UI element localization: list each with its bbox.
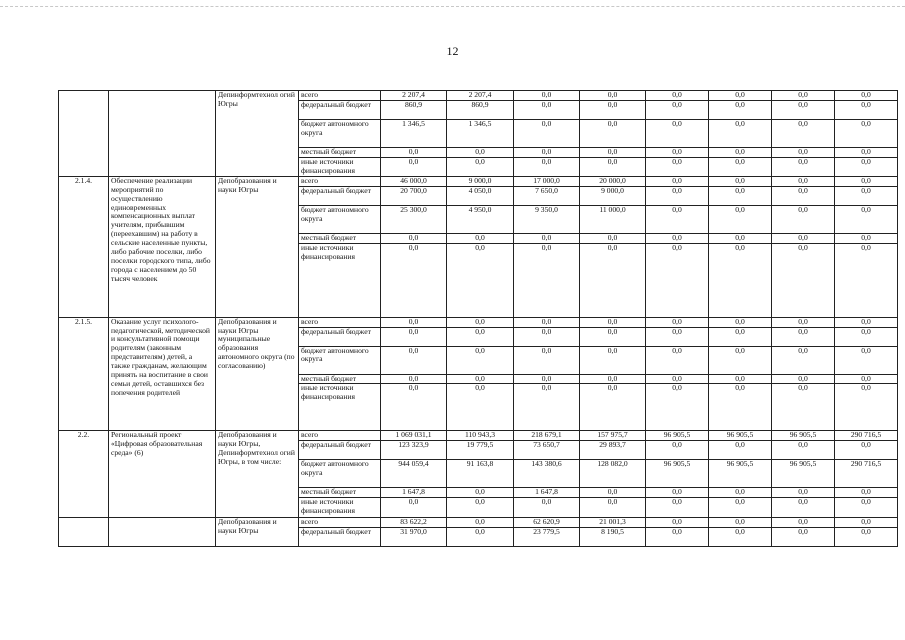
row-executor: Депобразования и науки Югры (216, 176, 299, 317)
amount-cell: 0,0 (646, 119, 709, 147)
amount-cell: 0,0 (835, 91, 898, 101)
funding-source: всего (299, 91, 381, 101)
amount-cell: 29 893,7 (580, 441, 646, 460)
row-code: 2.2. (59, 431, 109, 518)
amount-cell: 0,0 (514, 374, 580, 384)
amount-cell: 46 000,0 (381, 176, 447, 186)
amount-cell: 0,0 (709, 205, 772, 233)
amount-cell: 83 622,2 (381, 518, 447, 528)
funding-source: всего (299, 176, 381, 186)
amount-cell: 0,0 (381, 147, 447, 157)
amount-cell: 0,0 (580, 119, 646, 147)
amount-cell: 1 647,8 (514, 488, 580, 498)
funding-source: всего (299, 518, 381, 528)
amount-cell: 0,0 (772, 147, 835, 157)
amount-cell: 0,0 (381, 498, 447, 518)
amount-cell: 0,0 (709, 186, 772, 205)
funding-source: местный бюджет (299, 374, 381, 384)
amount-cell: 0,0 (646, 176, 709, 186)
table-row (59, 518, 898, 528)
row-executor: Депобразования и науки Югры муниципальные образования автономного округа (по согласованию) (216, 317, 299, 431)
funding-source: федеральный бюджет (299, 441, 381, 460)
amount-cell: 0,0 (709, 384, 772, 431)
amount-cell: 0,0 (580, 384, 646, 431)
funding-source: бюджет автономного округа (299, 460, 381, 488)
amount-cell: 0,0 (646, 100, 709, 119)
amount-cell: 0,0 (580, 317, 646, 327)
funding-source: бюджет автономного округа (299, 119, 381, 147)
amount-cell: 4 950,0 (447, 205, 514, 233)
amount-cell: 0,0 (709, 488, 772, 498)
row-measure-name (109, 91, 216, 177)
amount-cell: 0,0 (835, 317, 898, 327)
amount-cell: 0,0 (772, 100, 835, 119)
amount-cell: 860,9 (447, 100, 514, 119)
funding-source: бюджет автономного округа (299, 205, 381, 233)
amount-cell: 0,0 (381, 317, 447, 327)
funding-source: иные источники финансирования (299, 498, 381, 518)
amount-cell: 2 207,4 (381, 91, 447, 101)
amount-cell: 0,0 (381, 157, 447, 176)
amount-cell: 0,0 (514, 498, 580, 518)
table-row (59, 317, 898, 327)
amount-cell: 2 207,4 (447, 91, 514, 101)
row-code: 2.1.5. (59, 317, 109, 431)
amount-cell: 128 082,0 (580, 460, 646, 488)
amount-cell: 0,0 (709, 528, 772, 547)
amount-cell: 0,0 (835, 346, 898, 374)
amount-cell: 0,0 (580, 243, 646, 317)
amount-cell: 17 000,0 (514, 176, 580, 186)
amount-cell: 96 905,5 (709, 460, 772, 488)
amount-cell: 0,0 (580, 374, 646, 384)
amount-cell: 20 000,0 (580, 176, 646, 186)
row-code (59, 518, 109, 547)
amount-cell: 0,0 (646, 157, 709, 176)
amount-cell: 0,0 (646, 186, 709, 205)
amount-cell: 0,0 (646, 327, 709, 346)
amount-cell: 0,0 (580, 91, 646, 101)
amount-cell: 0,0 (835, 243, 898, 317)
funding-source: федеральный бюджет (299, 528, 381, 547)
row-executor: Депинформтехнол огий Югры (216, 91, 299, 177)
amount-cell: 0,0 (580, 233, 646, 243)
amount-cell: 0,0 (447, 243, 514, 317)
amount-cell: 0,0 (772, 498, 835, 518)
amount-cell: 0,0 (447, 157, 514, 176)
amount-cell: 0,0 (381, 243, 447, 317)
amount-cell: 0,0 (772, 243, 835, 317)
amount-cell: 0,0 (580, 498, 646, 518)
row-measure-name: Региональный проект «Цифровая образовательная среда» (6) (109, 431, 216, 518)
amount-cell: 0,0 (772, 384, 835, 431)
amount-cell: 0,0 (514, 91, 580, 101)
amount-cell: 0,0 (381, 233, 447, 243)
funding-source: иные источники финансирования (299, 243, 381, 317)
amount-cell: 0,0 (514, 119, 580, 147)
amount-cell: 157 975,7 (580, 431, 646, 441)
funding-source: федеральный бюджет (299, 100, 381, 119)
amount-cell: 0,0 (835, 374, 898, 384)
amount-cell: 0,0 (835, 147, 898, 157)
amount-cell: 21 001,3 (580, 518, 646, 528)
amount-cell: 0,0 (646, 488, 709, 498)
amount-cell: 1 069 031,1 (381, 431, 447, 441)
amount-cell: 0,0 (709, 233, 772, 243)
row-code: 2.1.4. (59, 176, 109, 317)
row-executor: Депобразования и науки Югры, Депинформтехнол огий Югры, в том числе: (216, 431, 299, 518)
funding-source: федеральный бюджет (299, 186, 381, 205)
amount-cell: 0,0 (646, 346, 709, 374)
amount-cell: 0,0 (580, 346, 646, 374)
funding-source: иные источники финансирования (299, 157, 381, 176)
amount-cell: 0,0 (646, 147, 709, 157)
row-measure-name (109, 518, 216, 547)
amount-cell: 0,0 (447, 528, 514, 547)
amount-cell: 0,0 (646, 528, 709, 547)
amount-cell: 0,0 (772, 186, 835, 205)
funding-source: всего (299, 317, 381, 327)
amount-cell: 143 380,6 (514, 460, 580, 488)
amount-cell: 0,0 (447, 518, 514, 528)
amount-cell: 0,0 (772, 157, 835, 176)
amount-cell: 0,0 (709, 119, 772, 147)
amount-cell: 19 779,5 (447, 441, 514, 460)
amount-cell: 0,0 (709, 157, 772, 176)
amount-cell: 0,0 (772, 176, 835, 186)
amount-cell: 0,0 (772, 346, 835, 374)
amount-cell: 0,0 (514, 100, 580, 119)
amount-cell: 62 620,9 (514, 518, 580, 528)
amount-cell: 0,0 (646, 498, 709, 518)
amount-cell: 0,0 (772, 233, 835, 243)
table-body (59, 91, 898, 547)
amount-cell: 9 000,0 (580, 186, 646, 205)
amount-cell: 0,0 (447, 147, 514, 157)
amount-cell: 0,0 (709, 518, 772, 528)
page-number: 12 (446, 44, 459, 58)
amount-cell: 20 700,0 (381, 186, 447, 205)
amount-cell: 0,0 (709, 91, 772, 101)
amount-cell: 0,0 (447, 384, 514, 431)
amount-cell: 0,0 (514, 157, 580, 176)
amount-cell: 0,0 (835, 498, 898, 518)
amount-cell: 0,0 (447, 317, 514, 327)
row-measure-name: Оказание услуг психолого-педагогической, методической и консультативной помощи родителям (законным представителям) детей, а также гражданам, желающим принять на воспитание в свои семьи детей, оставшихся без попечения родителей (109, 317, 216, 431)
amount-cell: 7 650,0 (514, 186, 580, 205)
amount-cell: 0,0 (772, 327, 835, 346)
amount-cell: 0,0 (646, 374, 709, 384)
amount-cell: 0,0 (646, 233, 709, 243)
amount-cell: 0,0 (447, 327, 514, 346)
amount-cell: 0,0 (514, 346, 580, 374)
row-measure-name: Обеспечение реализации мероприятий по осуществлению единовременных компенсационных выплат учителям, прибывшим (переехавшим) на работу в сельские населенные пункты, либо рабочие поселки, либо поселки городского типа, либо города с населением до 50 тысяч человек (109, 176, 216, 317)
amount-cell: 23 779,5 (514, 528, 580, 547)
amount-cell: 0,0 (835, 176, 898, 186)
amount-cell: 0,0 (514, 384, 580, 431)
amount-cell: 0,0 (447, 488, 514, 498)
amount-cell: 290 716,5 (835, 460, 898, 488)
amount-cell: 0,0 (709, 176, 772, 186)
funding-source: всего (299, 431, 381, 441)
amount-cell: 0,0 (514, 233, 580, 243)
amount-cell: 0,0 (835, 327, 898, 346)
amount-cell: 0,0 (580, 157, 646, 176)
amount-cell: 96 905,5 (772, 460, 835, 488)
amount-cell: 0,0 (709, 327, 772, 346)
amount-cell: 0,0 (514, 327, 580, 346)
amount-cell: 218 679,1 (514, 431, 580, 441)
amount-cell: 0,0 (709, 374, 772, 384)
amount-cell: 123 323,9 (381, 441, 447, 460)
amount-cell: 0,0 (447, 346, 514, 374)
amount-cell: 0,0 (381, 384, 447, 431)
funding-source: местный бюджет (299, 147, 381, 157)
table-row (59, 431, 898, 441)
amount-cell: 1 346,5 (447, 119, 514, 147)
amount-cell: 4 050,0 (447, 186, 514, 205)
amount-cell: 0,0 (646, 205, 709, 233)
funding-source: бюджет автономного округа (299, 346, 381, 374)
amount-cell: 96 905,5 (646, 431, 709, 441)
amount-cell: 0,0 (835, 488, 898, 498)
row-executor: Депобразования и науки Югры (216, 518, 299, 547)
amount-cell: 0,0 (514, 147, 580, 157)
amount-cell: 0,0 (709, 243, 772, 317)
amount-cell: 0,0 (709, 441, 772, 460)
amount-cell: 73 650,7 (514, 441, 580, 460)
amount-cell: 0,0 (772, 205, 835, 233)
amount-cell: 25 300,0 (381, 205, 447, 233)
amount-cell: 0,0 (772, 374, 835, 384)
amount-cell: 1 647,8 (381, 488, 447, 498)
amount-cell: 0,0 (580, 327, 646, 346)
amount-cell: 0,0 (772, 528, 835, 547)
amount-cell: 0,0 (709, 100, 772, 119)
amount-cell: 91 163,8 (447, 460, 514, 488)
amount-cell: 0,0 (835, 233, 898, 243)
amount-cell: 1 346,5 (381, 119, 447, 147)
amount-cell: 110 943,3 (447, 431, 514, 441)
amount-cell: 0,0 (580, 147, 646, 157)
amount-cell: 0,0 (447, 498, 514, 518)
amount-cell: 9 000,0 (447, 176, 514, 186)
amount-cell: 860,9 (381, 100, 447, 119)
amount-cell: 0,0 (514, 317, 580, 327)
amount-cell: 0,0 (646, 518, 709, 528)
amount-cell: 0,0 (835, 157, 898, 176)
amount-cell: 0,0 (835, 119, 898, 147)
amount-cell: 0,0 (772, 488, 835, 498)
amount-cell: 0,0 (381, 327, 447, 346)
amount-cell: 0,0 (580, 488, 646, 498)
table-row (59, 91, 898, 101)
amount-cell: 0,0 (447, 374, 514, 384)
amount-cell: 96 905,5 (772, 431, 835, 441)
amount-cell: 0,0 (381, 346, 447, 374)
amount-cell: 0,0 (835, 186, 898, 205)
amount-cell: 0,0 (772, 518, 835, 528)
amount-cell: 0,0 (646, 441, 709, 460)
amount-cell: 0,0 (709, 346, 772, 374)
amount-cell: 290 716,5 (835, 431, 898, 441)
amount-cell: 0,0 (709, 147, 772, 157)
amount-cell: 0,0 (381, 374, 447, 384)
amount-cell: 0,0 (835, 205, 898, 233)
page-top-edge (0, 6, 905, 7)
amount-cell: 0,0 (709, 317, 772, 327)
amount-cell: 0,0 (772, 441, 835, 460)
amount-cell: 0,0 (447, 233, 514, 243)
amount-cell: 31 970,0 (381, 528, 447, 547)
budget-table (58, 90, 898, 547)
funding-source: иные источники финансирования (299, 384, 381, 431)
amount-cell: 0,0 (835, 100, 898, 119)
amount-cell: 0,0 (580, 100, 646, 119)
row-code (59, 91, 109, 177)
table-row (59, 176, 898, 186)
amount-cell: 0,0 (646, 91, 709, 101)
funding-source: местный бюджет (299, 233, 381, 243)
amount-cell: 11 000,0 (580, 205, 646, 233)
amount-cell: 0,0 (835, 518, 898, 528)
amount-cell: 0,0 (646, 384, 709, 431)
funding-source: местный бюджет (299, 488, 381, 498)
amount-cell: 8 190,5 (580, 528, 646, 547)
amount-cell: 9 350,0 (514, 205, 580, 233)
amount-cell: 0,0 (772, 91, 835, 101)
amount-cell: 96 905,5 (709, 431, 772, 441)
amount-cell: 0,0 (646, 317, 709, 327)
amount-cell: 0,0 (835, 441, 898, 460)
amount-cell: 0,0 (514, 243, 580, 317)
funding-source: федеральный бюджет (299, 327, 381, 346)
amount-cell: 96 905,5 (646, 460, 709, 488)
amount-cell: 0,0 (646, 243, 709, 317)
amount-cell: 0,0 (835, 528, 898, 547)
amount-cell: 944 059,4 (381, 460, 447, 488)
amount-cell: 0,0 (772, 317, 835, 327)
amount-cell: 0,0 (709, 498, 772, 518)
amount-cell: 0,0 (835, 384, 898, 431)
amount-cell: 0,0 (772, 119, 835, 147)
